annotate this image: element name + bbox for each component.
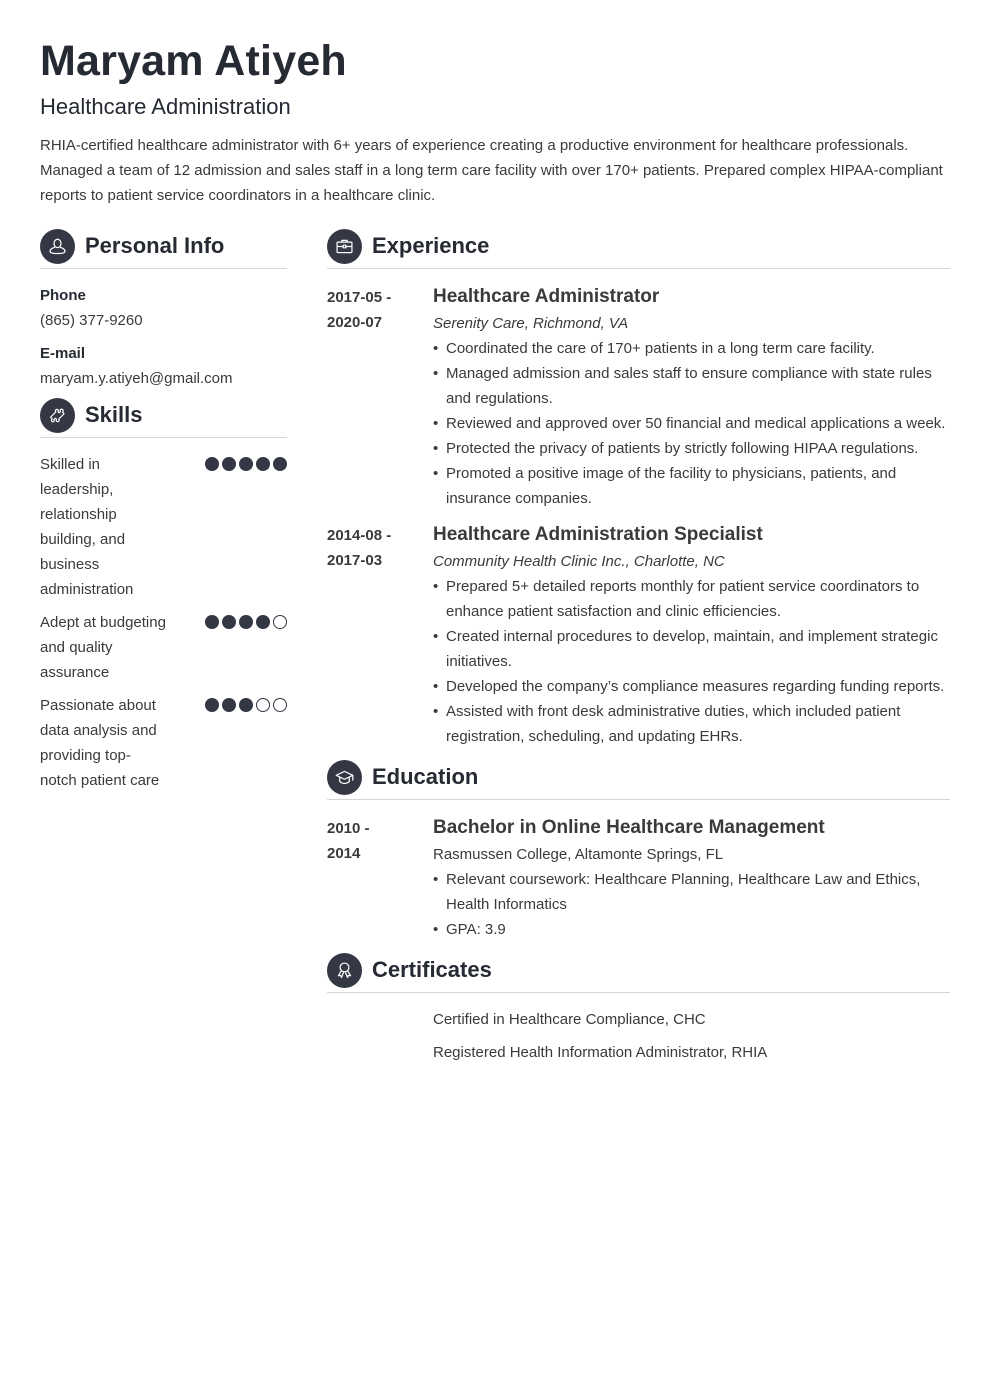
section-title: Certificates (372, 957, 492, 982)
rating-dot-empty (256, 698, 270, 712)
certificate-item: Certified in Healthcare Compliance, CHC (433, 1011, 706, 1028)
rating-dot-filled (205, 457, 219, 471)
candidate-name: Maryam Atiyeh (40, 37, 347, 85)
rating-dot-filled (273, 457, 287, 471)
rating-dot-filled (239, 615, 253, 629)
user-icon (40, 229, 75, 264)
personal-info-section (40, 228, 287, 391)
experience-section (327, 228, 950, 749)
briefcase-icon (327, 229, 362, 264)
bullet-item: • Relevant coursework: Healthcare Planning, Healthcare Law and Ethics, Health Informatics (433, 867, 950, 917)
skill-name: Adept at budgeting and quality assurance (40, 614, 166, 681)
resume-page (40, 36, 950, 1073)
rating-dot-filled (256, 457, 270, 471)
section-title: Education (372, 764, 479, 789)
date-end: 2014 (327, 845, 361, 862)
bullet-item: • Assisted with front desk administrative duties, which included patient registration, scheduling, and updating EHRs. (433, 699, 950, 749)
right-column (327, 228, 950, 1073)
bullet-item: • Developed the company’s compliance measures regarding funding reports. (433, 674, 950, 699)
email-value: maryam.y.atiyeh@gmail.com (40, 370, 233, 387)
skill-item (40, 610, 287, 685)
graduation-cap-icon (327, 760, 362, 795)
rating-dot-filled (256, 615, 270, 629)
rating-dot-filled (239, 698, 253, 712)
bullet-item: • Created internal procedures to develop, maintain, and implement strategic initiatives. (433, 624, 950, 674)
entry-date (327, 521, 433, 749)
entry-date (327, 814, 433, 942)
rating-dot-empty (273, 615, 287, 629)
experience-entry (327, 521, 950, 749)
candidate-title: Healthcare Administration (40, 94, 291, 119)
rating-dot-filled (222, 457, 236, 471)
rating-dot-filled (205, 698, 219, 712)
date-start: 2010 - (327, 820, 370, 837)
date-end: 2020-07 (327, 314, 383, 331)
institution: Rasmussen College, Altamonte Springs, FL (433, 846, 724, 863)
employer: Community Health Clinic Inc., Charlotte, NC (433, 553, 725, 570)
section-title: Skills (85, 402, 143, 427)
date-start: 2017-05 - (327, 289, 392, 306)
education-entry (327, 814, 950, 942)
skills-section (40, 397, 287, 793)
skill-name: Skilled in leadership, relationship building, and business administration (40, 456, 134, 598)
email-label: E-mail (40, 345, 86, 362)
bullet-list (433, 574, 950, 749)
entry-body (433, 521, 950, 749)
education-section (327, 759, 950, 942)
section-title: Personal Info (85, 233, 225, 258)
section-title: Experience (372, 233, 490, 258)
job-title: Healthcare Administrator (433, 286, 660, 307)
columns (40, 228, 950, 1073)
employer: Serenity Care, Richmond, VA (433, 315, 629, 332)
skill-rating (202, 610, 287, 685)
phone-value: (865) 377-9260 (40, 312, 143, 329)
entry-date (327, 283, 433, 511)
certificates-section (327, 952, 950, 1065)
section-header (327, 228, 950, 269)
bullet-item: • Protected the privacy of patients by strictly following HIPAA regulations. (433, 436, 950, 461)
rating-dot-filled (205, 615, 219, 629)
award-ribbon-icon (327, 953, 362, 988)
bullet-list (433, 336, 950, 511)
skill-rating (202, 452, 287, 602)
rating-dot-empty (273, 698, 287, 712)
rating-dot-filled (222, 698, 236, 712)
phone-label: Phone (40, 287, 86, 304)
degree-title: Bachelor in Online Healthcare Management (433, 817, 825, 838)
bullet-list (433, 867, 950, 942)
skill-item (40, 693, 287, 793)
section-header (327, 952, 950, 993)
bullet-item: • Managed admission and sales staff to ensure compliance with state rules and regulations. (433, 361, 950, 411)
bullet-item: • Promoted a positive image of the facility to physicians, patients, and insurance companies. (433, 461, 950, 511)
certificate-item: Registered Health Information Administrator, RHIA (433, 1044, 768, 1061)
entry-body (433, 283, 950, 511)
section-header (40, 397, 287, 438)
bullet-item: • Prepared 5+ detailed reports monthly for patient service coordinators to enhance patient satisfaction and clinic efficiencies. (433, 574, 950, 624)
left-column (40, 228, 287, 1073)
puzzle-icon (40, 398, 75, 433)
experience-entry (327, 283, 950, 511)
date-start: 2014-08 - (327, 527, 392, 544)
skill-rating (202, 693, 287, 793)
skill-name: Passionate about data analysis and providing top-notch patient care (40, 697, 160, 789)
rating-dot-filled (222, 615, 236, 629)
entry-body (433, 814, 950, 942)
bullet-item: • Reviewed and approved over 50 financial and medical applications a week. (433, 411, 950, 436)
job-title: Healthcare Administration Specialist (433, 524, 763, 545)
summary: RHIA-certified healthcare administrator with 6+ years of experience creating a productive environment for healthcare professionals. Managed a team of 12 admission and sales staff in a long term care facility with over 170+ patients. Prepared complex HIPAA-compliant reports to patient service coordinators in a healthcare clinic. (40, 137, 943, 204)
skill-item (40, 452, 287, 602)
bullet-item: • Coordinated the care of 170+ patients in a long term care facility. (433, 336, 950, 361)
rating-dot-filled (239, 457, 253, 471)
date-end: 2017-03 (327, 552, 383, 569)
section-header (40, 228, 287, 269)
bullet-item: • GPA: 3.9 (433, 917, 950, 942)
section-header (327, 759, 950, 800)
